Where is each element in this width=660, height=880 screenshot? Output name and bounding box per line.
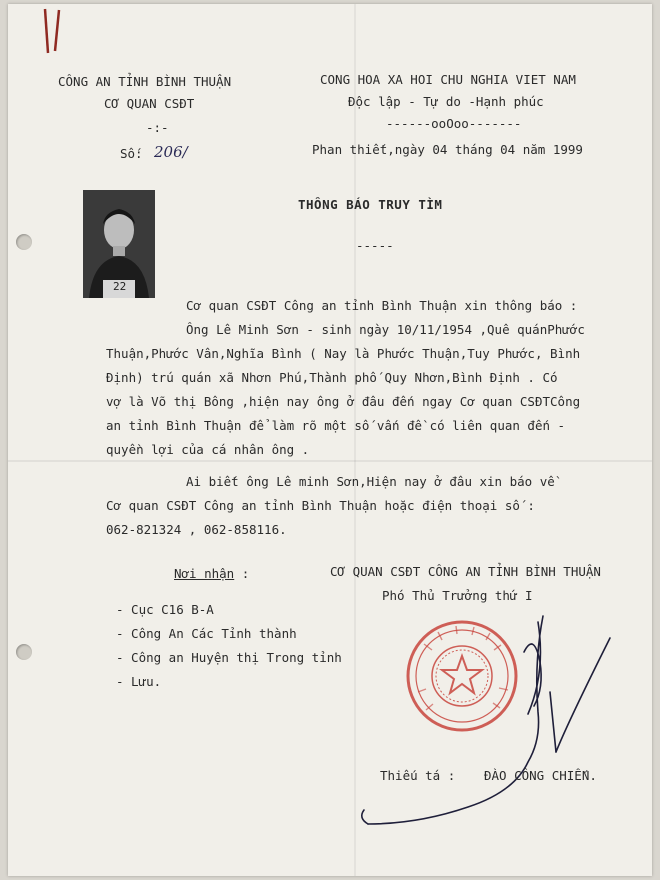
handwritten-signature <box>338 602 638 832</box>
body-line-3: Thuận,Phước Vân,Nghĩa Bình ( Nay là Phước Thuận,Tuy Phước, Bình <box>106 346 581 361</box>
signer-rank: Thiếu tá : <box>380 768 456 783</box>
country-name: CONG HOA XA HOI CHU NGHIA VIET NAM <box>320 72 576 87</box>
recipient-1: - Cục C16 B-A <box>116 602 214 617</box>
right-header-separator: ------ooOoo------- <box>386 116 522 131</box>
document-number: 206/ <box>154 143 188 161</box>
document-number-label: Số: <box>120 146 143 161</box>
agency-name: CÔNG AN TỈNH BÌNH THUẬN <box>58 74 232 89</box>
body-line-5: vợ là Võ thị Bông ,hiện nay ông ở đâu đến ngay Cơ quan CSĐTCông <box>106 394 581 409</box>
document-page <box>8 4 652 876</box>
body-line-4: Định) trú quán xã Nhơn Phú,Thành phố Quy Nhơn,Bình Định . Có <box>106 370 558 385</box>
punch-hole-bottom <box>16 644 32 660</box>
recipient-3: - Công an Huyện thị Trong tỉnh <box>116 650 342 665</box>
document-title: THÔNG BÁO TRUY TÌM <box>298 197 443 212</box>
fold-line-horizontal <box>8 460 652 462</box>
left-header-separator: -:- <box>146 120 169 135</box>
office-name: CƠ QUAN CSĐT <box>104 96 195 111</box>
recipient-4: - Lưu. <box>116 674 162 689</box>
recipients-colon: : <box>234 566 250 581</box>
signer-name: ĐÀO CÔNG CHIẾN. <box>484 768 597 783</box>
recipient-2: - Công An Các Tỉnh thành <box>116 626 297 641</box>
title-rule: ----- <box>356 238 394 253</box>
signing-organization: CƠ QUAN CSĐT CÔNG AN TỈNH BÌNH THUẬN <box>330 564 601 579</box>
body-line-10: 062-821324 , 062-858116. <box>106 522 287 537</box>
date-line: Phan thiết,ngày 04 tháng 04 năm 1999 <box>312 142 583 157</box>
punch-hole-top <box>16 234 32 250</box>
body-line-7: quyền lợi của cá nhân ông . <box>106 442 310 457</box>
national-motto: Độc lập - Tự do -Hạnh phúc <box>348 94 544 109</box>
signer-position: Phó Thủ Trưởng thứ I <box>382 588 533 603</box>
body-line-8: Ai biết ông Lê minh Sơn,Hiện nay ở đâu xin báo về <box>186 474 555 489</box>
body-line-9: Cơ quan CSĐT Công an tỉnh Bình Thuận hoặc điện thoại số : <box>106 498 535 513</box>
photo-caption: 22 <box>113 280 127 293</box>
red-ink-mark <box>41 7 63 57</box>
body-line-1: Cơ quan CSĐT Công an tỉnh Bình Thuận xin thông báo : <box>186 298 578 313</box>
body-line-2: Ông Lê Minh Sơn - sinh ngày 10/11/1954 ,Quê quánPhước <box>186 322 585 337</box>
recipients-label: Nơi nhận <box>174 566 235 581</box>
suspect-photo <box>83 190 155 298</box>
body-line-6: an tỉnh Bình Thuận để làm rõ một số vấn đề có liên quan đến - <box>106 418 566 433</box>
recipients-heading <box>174 566 249 581</box>
